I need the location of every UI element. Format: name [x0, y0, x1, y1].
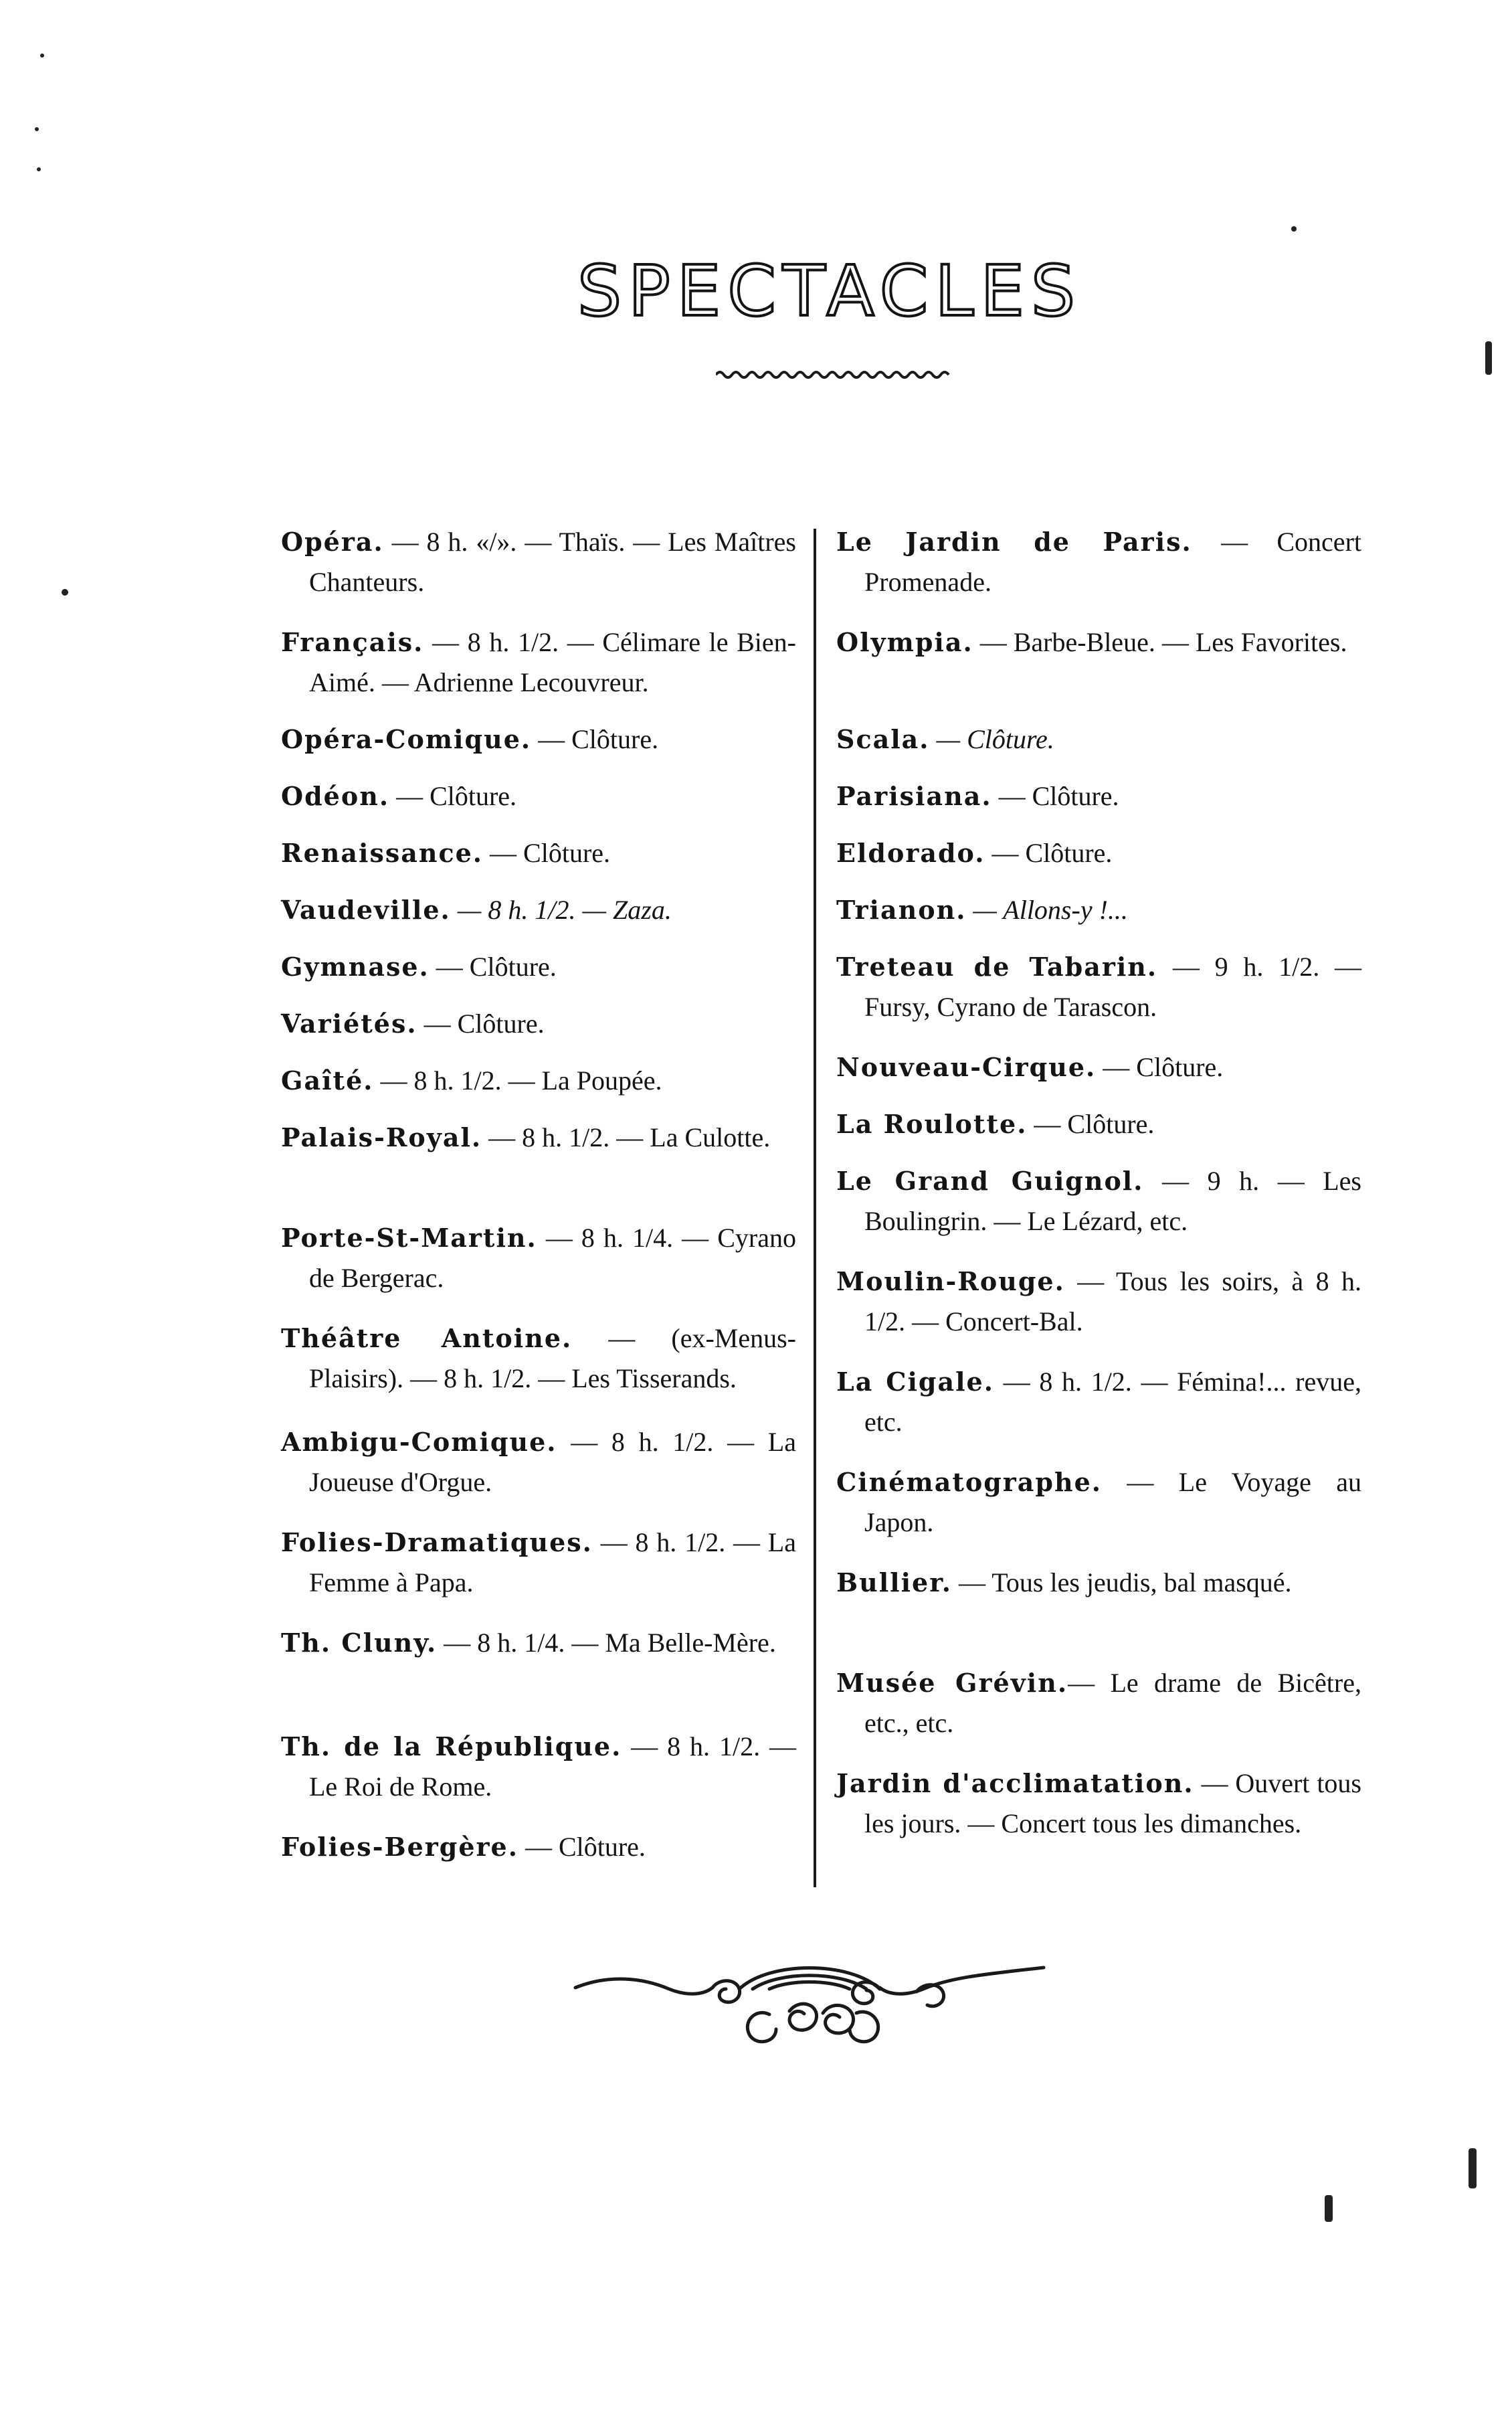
- venue-details: — Clôture.: [389, 781, 517, 811]
- list-item: [836, 776, 1119, 816]
- venue-details: — Tous les soirs, à 8 h. 1/2. — Concert-Bal.: [864, 1266, 1361, 1336]
- venue-name: Variétés.: [281, 1009, 417, 1039]
- venue-name: Gaîté.: [281, 1065, 374, 1096]
- venue-name: Cinématographe.: [836, 1467, 1103, 1497]
- venue-details: — 8 h. 1/2. — La Femme à Papa.: [309, 1527, 796, 1597]
- scan-speck: [1325, 2195, 1333, 2222]
- venue-name: Théâtre Antoine.: [281, 1323, 573, 1353]
- venue-name: Moulin-Rouge.: [836, 1266, 1065, 1296]
- list-item: [281, 1422, 796, 1502]
- list-item: [281, 1218, 796, 1298]
- list-item: [281, 1523, 796, 1603]
- venue-details: — Clôture.: [483, 838, 611, 868]
- venue-name: La Roulotte.: [836, 1109, 1028, 1139]
- venue-details: — Clôture.: [991, 781, 1119, 811]
- scan-speck: [1485, 341, 1492, 375]
- scan-speck: [1291, 226, 1297, 232]
- venue-name: Th. de la République.: [281, 1731, 622, 1761]
- scan-speck: [35, 127, 39, 131]
- list-item: [281, 776, 516, 816]
- venue-name: Porte-St-Martin.: [281, 1223, 537, 1253]
- venue-details: — Clôture.: [929, 724, 1054, 754]
- venue-details: — 8 h. 1/2. — Fémina!... revue, etc.: [864, 1367, 1361, 1437]
- venue-details: — Le drame de Bicêtre, etc., etc.: [864, 1668, 1361, 1738]
- venue-details: — Ouvert tous les jours. — Concert tous les dimanches.: [864, 1768, 1361, 1838]
- list-item: [836, 1047, 1223, 1088]
- venue-name: Le Grand Guignol.: [836, 1166, 1144, 1196]
- list-item: [836, 1104, 1154, 1144]
- venue-details: — (ex-Menus-Plaisirs). — 8 h. 1/2. — Les Tisserands.: [309, 1323, 796, 1393]
- venue-name: Jardin d'acclimatation.: [836, 1768, 1194, 1798]
- venue-details: — 8 h. 1/4. — Cyrano de Bergerac.: [309, 1223, 796, 1293]
- venue-details: — Clôture.: [985, 838, 1113, 868]
- venue-details: — Barbe-Bleue. — Les Favorites.: [973, 627, 1347, 657]
- venue-name: Ambigu-Comique.: [281, 1427, 557, 1457]
- list-item: [281, 719, 658, 760]
- venue-name: Olympia.: [836, 627, 973, 657]
- venue-details: — 9 h. — Les Boulingrin. — Le Lézard, etc.: [864, 1166, 1361, 1236]
- venue-name: Vaudeville.: [281, 895, 451, 925]
- venue-details: — Clôture.: [518, 1832, 646, 1862]
- venue-name: Nouveau-Cirque.: [836, 1052, 1097, 1082]
- venue-details: — Le Voyage au Japon.: [864, 1467, 1361, 1537]
- list-item: [836, 1362, 1361, 1442]
- venue-details: — 8 h. 1/4. — Ma Belle-Mère.: [437, 1628, 776, 1658]
- venue-details: — Clôture.: [531, 724, 659, 754]
- venue-details: — Concert Promenade.: [864, 527, 1361, 597]
- column-divider: [814, 529, 816, 1887]
- list-item: [836, 947, 1361, 1027]
- list-item: [836, 622, 1347, 663]
- list-item: [281, 1118, 770, 1158]
- list-item: [281, 1318, 796, 1399]
- venue-details: — 8 h. 1/2. — La Joueuse d'Orgue.: [309, 1427, 796, 1497]
- venue-details: — Tous les jeudis, bal masqué.: [952, 1567, 1292, 1597]
- flourish-ornament: [569, 1947, 1050, 2061]
- list-item: [281, 947, 557, 987]
- venue-name: Opéra.: [281, 527, 384, 557]
- venue-details: — 9 h. 1/2. — Fursy, Cyrano de Tarascon.: [864, 952, 1361, 1022]
- venue-details: — 8 h. «/». — Thaïs. — Les Maîtres Chanteurs.: [309, 527, 796, 597]
- venue-details: — Clôture.: [417, 1009, 545, 1039]
- venue-details: — Clôture.: [1027, 1109, 1155, 1139]
- venue-name: Opéra-Comique.: [281, 724, 532, 754]
- venue-name: Parisiana.: [836, 781, 992, 811]
- venue-name: Le Jardin de Paris.: [836, 527, 1192, 557]
- scan-speck: [62, 589, 68, 596]
- venue-name: Renaissance.: [281, 838, 484, 868]
- page-title: SPECTACLES: [577, 250, 1082, 332]
- venue-name: Odéon.: [281, 781, 390, 811]
- venue-name: Musée Grévin.: [836, 1668, 1068, 1698]
- venue-name: Trianon.: [836, 895, 967, 925]
- list-item: [836, 1563, 1292, 1603]
- list-item: [836, 833, 1112, 873]
- venue-name: Français.: [281, 627, 424, 657]
- list-item: [281, 833, 610, 873]
- list-item: [281, 522, 796, 602]
- list-item: [836, 1763, 1361, 1844]
- venue-name: Gymnase.: [281, 952, 430, 982]
- list-item: [281, 1623, 776, 1663]
- venue-name: Folies-Dramatiques.: [281, 1527, 593, 1557]
- list-item: [836, 719, 1054, 760]
- list-item: [836, 890, 1128, 930]
- scan-speck: [1469, 2148, 1477, 2188]
- list-item: [281, 890, 672, 930]
- list-item: [836, 1161, 1361, 1241]
- venue-name: Bullier.: [836, 1567, 952, 1597]
- scan-speck: [40, 54, 44, 58]
- list-item: [281, 1004, 545, 1044]
- list-item: [281, 1827, 646, 1867]
- venue-details: — 8 h. 1/2. — Zaza.: [450, 895, 672, 925]
- venue-details: — Clôture.: [429, 952, 557, 982]
- scan-speck: [37, 167, 41, 171]
- venue-name: Eldorado.: [836, 838, 985, 868]
- venue-name: Th. Cluny.: [281, 1628, 438, 1658]
- list-item: [836, 1262, 1361, 1342]
- venue-name: La Cigale.: [836, 1367, 994, 1397]
- list-item: [281, 1061, 662, 1101]
- list-item: [836, 522, 1361, 602]
- list-item: [281, 622, 796, 703]
- venue-name: Treteau de Tabarin.: [836, 952, 1158, 982]
- venue-details: — Allons-y !...: [966, 895, 1128, 925]
- list-item: [836, 1462, 1361, 1543]
- venue-name: Folies-Bergère.: [281, 1832, 518, 1862]
- venue-name: Palais-Royal.: [281, 1122, 482, 1152]
- venue-details: — 8 h. 1/2. — La Culotte.: [482, 1122, 771, 1152]
- venue-details: — Clôture.: [1096, 1052, 1224, 1082]
- venue-details: — 8 h. 1/2. — Le Roi de Rome.: [309, 1731, 796, 1802]
- list-item: [836, 1663, 1361, 1743]
- venue-details: — 8 h. 1/2. — La Poupée.: [373, 1065, 662, 1096]
- list-item: [281, 1727, 796, 1807]
- venue-details: — 8 h. 1/2. — Célimare le Bien-Aimé. — Adrienne Lecouvreur.: [309, 627, 796, 697]
- venue-name: Scala.: [836, 724, 930, 754]
- title-wavy-rule: [716, 365, 950, 385]
